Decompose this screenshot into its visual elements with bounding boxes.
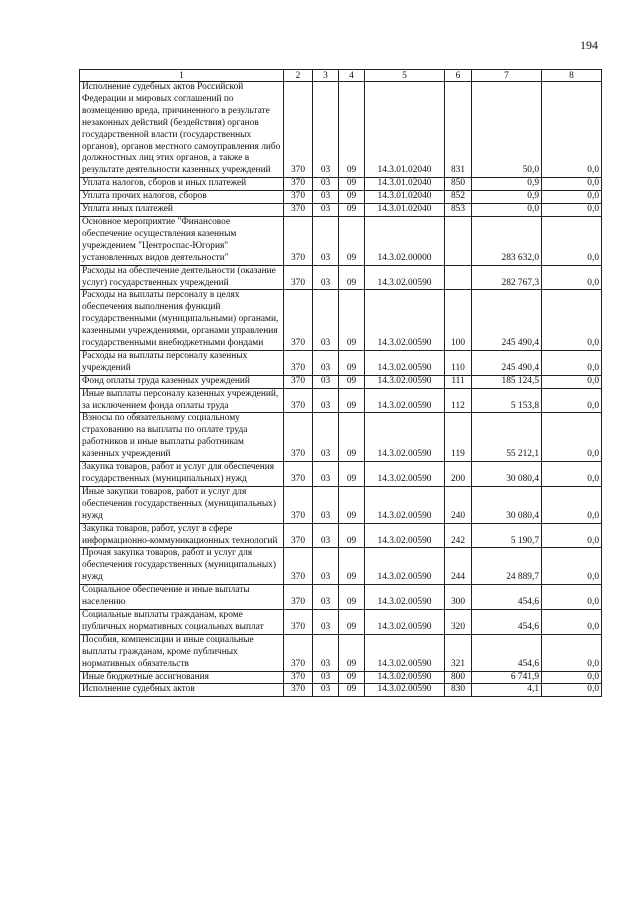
subsection-code-cell: 09 bbox=[339, 462, 365, 487]
amount-cell: 283 632,0 bbox=[472, 216, 542, 265]
row-name-cell: Прочая закупка товаров, работ и услуг для обеспечения государственных (муниципальных) нужд bbox=[80, 548, 284, 585]
amount-cell: 5 190,7 bbox=[472, 523, 542, 548]
expense-type-cell: 119 bbox=[445, 413, 472, 462]
amount-cell: 454,6 bbox=[472, 585, 542, 610]
section-code-cell: 03 bbox=[313, 82, 339, 178]
expense-type-cell: 852 bbox=[445, 191, 472, 204]
expense-type-cell: 850 bbox=[445, 178, 472, 191]
table-row bbox=[80, 585, 602, 610]
target-article-cell: 14.3.02.00590 bbox=[365, 523, 445, 548]
amount-cell: 0,9 bbox=[472, 178, 542, 191]
col8-cell: 0,0 bbox=[542, 413, 602, 462]
col8-cell: 0,0 bbox=[542, 671, 602, 684]
expense-type-cell bbox=[445, 265, 472, 290]
col8-cell: 0,0 bbox=[542, 523, 602, 548]
target-article-cell: 14.3.02.00590 bbox=[365, 671, 445, 684]
amount-cell: 245 490,4 bbox=[472, 350, 542, 375]
col8-cell: 0,0 bbox=[542, 191, 602, 204]
section-code-cell: 03 bbox=[313, 290, 339, 351]
section-code-cell: 03 bbox=[313, 523, 339, 548]
ved-code-cell: 370 bbox=[284, 350, 313, 375]
ved-code-cell: 370 bbox=[284, 290, 313, 351]
table-row bbox=[80, 204, 602, 217]
col8-cell: 0,0 bbox=[542, 388, 602, 413]
target-article-cell: 14.3.02.00000 bbox=[365, 216, 445, 265]
target-article-cell: 14.3.02.00590 bbox=[365, 462, 445, 487]
expense-type-cell: 800 bbox=[445, 671, 472, 684]
section-code-cell: 03 bbox=[313, 413, 339, 462]
section-code-cell: 03 bbox=[313, 548, 339, 585]
col8-cell: 0,0 bbox=[542, 684, 602, 697]
target-article-cell: 14.3.02.00590 bbox=[365, 375, 445, 388]
section-code-cell: 03 bbox=[313, 265, 339, 290]
header-cell: 4 bbox=[339, 70, 365, 82]
subsection-code-cell: 09 bbox=[339, 523, 365, 548]
row-name-cell: Социальные выплаты гражданам, кроме публичных нормативных социальных выплат bbox=[80, 609, 284, 634]
ved-code-cell: 370 bbox=[284, 375, 313, 388]
header-cell: 8 bbox=[542, 70, 602, 82]
table-row bbox=[80, 634, 602, 671]
amount-cell: 24 889,7 bbox=[472, 548, 542, 585]
expense-type-cell bbox=[445, 216, 472, 265]
subsection-code-cell: 09 bbox=[339, 388, 365, 413]
col8-cell: 0,0 bbox=[542, 462, 602, 487]
subsection-code-cell: 09 bbox=[339, 634, 365, 671]
section-code-cell: 03 bbox=[313, 609, 339, 634]
ved-code-cell: 370 bbox=[284, 178, 313, 191]
target-article-cell: 14.3.01.02040 bbox=[365, 204, 445, 217]
expense-type-cell: 831 bbox=[445, 82, 472, 178]
subsection-code-cell: 09 bbox=[339, 191, 365, 204]
header-cell: 7 bbox=[472, 70, 542, 82]
table-row bbox=[80, 671, 602, 684]
ved-code-cell: 370 bbox=[284, 585, 313, 610]
amount-cell: 454,6 bbox=[472, 634, 542, 671]
row-name-cell: Закупка товаров, работ, услуг в сфере информационно-коммуникационных технологий bbox=[80, 523, 284, 548]
table-row bbox=[80, 609, 602, 634]
row-name-cell: Расходы на обеспечение деятельности (оказание услуг) государственных учреждений bbox=[80, 265, 284, 290]
expense-type-cell: 242 bbox=[445, 523, 472, 548]
col8-cell: 0,0 bbox=[542, 609, 602, 634]
ved-code-cell: 370 bbox=[284, 265, 313, 290]
subsection-code-cell: 09 bbox=[339, 265, 365, 290]
col8-cell: 0,0 bbox=[542, 265, 602, 290]
expense-type-cell: 100 bbox=[445, 290, 472, 351]
ved-code-cell: 370 bbox=[284, 609, 313, 634]
table-row bbox=[80, 462, 602, 487]
table-row bbox=[80, 413, 602, 462]
ved-code-cell: 370 bbox=[284, 548, 313, 585]
section-code-cell: 03 bbox=[313, 216, 339, 265]
subsection-code-cell: 09 bbox=[339, 413, 365, 462]
budget-table bbox=[79, 69, 602, 697]
row-name-cell: Исполнение судебных актов bbox=[80, 684, 284, 697]
target-article-cell: 14.3.02.00590 bbox=[365, 634, 445, 671]
ved-code-cell: 370 bbox=[284, 634, 313, 671]
col8-cell: 0,0 bbox=[542, 634, 602, 671]
expense-type-cell: 111 bbox=[445, 375, 472, 388]
ved-code-cell: 370 bbox=[284, 486, 313, 523]
ved-code-cell: 370 bbox=[284, 204, 313, 217]
subsection-code-cell: 09 bbox=[339, 204, 365, 217]
col8-cell: 0,0 bbox=[542, 548, 602, 585]
ved-code-cell: 370 bbox=[284, 413, 313, 462]
target-article-cell: 14.3.02.00590 bbox=[365, 548, 445, 585]
amount-cell: 185 124,5 bbox=[472, 375, 542, 388]
target-article-cell: 14.3.01.02040 bbox=[365, 191, 445, 204]
expense-type-cell: 200 bbox=[445, 462, 472, 487]
ved-code-cell: 370 bbox=[284, 671, 313, 684]
amount-cell: 0,9 bbox=[472, 191, 542, 204]
col8-cell: 0,0 bbox=[542, 178, 602, 191]
section-code-cell: 03 bbox=[313, 350, 339, 375]
col8-cell: 0,0 bbox=[542, 216, 602, 265]
subsection-code-cell: 09 bbox=[339, 671, 365, 684]
section-code-cell: 03 bbox=[313, 684, 339, 697]
header-row bbox=[80, 70, 602, 82]
col8-cell: 0,0 bbox=[542, 290, 602, 351]
section-code-cell: 03 bbox=[313, 191, 339, 204]
row-name-cell: Уплата прочих налогов, сборов bbox=[80, 191, 284, 204]
expense-type-cell: 320 bbox=[445, 609, 472, 634]
col8-cell: 0,0 bbox=[542, 375, 602, 388]
target-article-cell: 14.3.01.02040 bbox=[365, 82, 445, 178]
target-article-cell: 14.3.02.00590 bbox=[365, 350, 445, 375]
table-row bbox=[80, 265, 602, 290]
ved-code-cell: 370 bbox=[284, 523, 313, 548]
expense-type-cell: 321 bbox=[445, 634, 472, 671]
section-code-cell: 03 bbox=[313, 671, 339, 684]
subsection-code-cell: 09 bbox=[339, 290, 365, 351]
expense-type-cell: 110 bbox=[445, 350, 472, 375]
col8-cell: 0,0 bbox=[542, 82, 602, 178]
expense-type-cell: 244 bbox=[445, 548, 472, 585]
section-code-cell: 03 bbox=[313, 462, 339, 487]
subsection-code-cell: 09 bbox=[339, 350, 365, 375]
expense-type-cell: 300 bbox=[445, 585, 472, 610]
section-code-cell: 03 bbox=[313, 375, 339, 388]
table-row bbox=[80, 350, 602, 375]
amount-cell: 282 767,3 bbox=[472, 265, 542, 290]
table-row bbox=[80, 191, 602, 204]
target-article-cell: 14.3.02.00590 bbox=[365, 413, 445, 462]
col8-cell: 0,0 bbox=[542, 204, 602, 217]
target-article-cell: 14.3.02.00590 bbox=[365, 265, 445, 290]
subsection-code-cell: 09 bbox=[339, 684, 365, 697]
expense-type-cell: 853 bbox=[445, 204, 472, 217]
amount-cell: 6 741,9 bbox=[472, 671, 542, 684]
amount-cell: 30 080,4 bbox=[472, 486, 542, 523]
subsection-code-cell: 09 bbox=[339, 548, 365, 585]
row-name-cell: Исполнение судебных актов Российской Федерации и мировых соглашений по возмещению вреда, причиненного в результате незаконных действий (бездействия) органов государственной власти (государственных органов), органов местного самоуправления либо должностных лиц этих органов, а также в результате деятельности казенных учреждений bbox=[80, 82, 284, 178]
amount-cell: 0,0 bbox=[472, 204, 542, 217]
subsection-code-cell: 09 bbox=[339, 82, 365, 178]
subsection-code-cell: 09 bbox=[339, 585, 365, 610]
row-name-cell: Иные закупки товаров, работ и услуг для обеспечения государственных (муниципальных) нужд bbox=[80, 486, 284, 523]
row-name-cell: Расходы на выплаты персоналу казенных учреждений bbox=[80, 350, 284, 375]
ved-code-cell: 370 bbox=[284, 216, 313, 265]
table-row bbox=[80, 486, 602, 523]
subsection-code-cell: 09 bbox=[339, 609, 365, 634]
row-name-cell: Фонд оплаты труда казенных учреждений bbox=[80, 375, 284, 388]
ved-code-cell: 370 bbox=[284, 684, 313, 697]
subsection-code-cell: 09 bbox=[339, 216, 365, 265]
header-cell: 2 bbox=[284, 70, 313, 82]
target-article-cell: 14.3.02.00590 bbox=[365, 609, 445, 634]
row-name-cell: Иные бюджетные ассигнования bbox=[80, 671, 284, 684]
table-row bbox=[80, 684, 602, 697]
section-code-cell: 03 bbox=[313, 486, 339, 523]
section-code-cell: 03 bbox=[313, 634, 339, 671]
table-row bbox=[80, 523, 602, 548]
header-cell: 3 bbox=[313, 70, 339, 82]
section-code-cell: 03 bbox=[313, 204, 339, 217]
table-row bbox=[80, 375, 602, 388]
target-article-cell: 14.3.02.00590 bbox=[365, 684, 445, 697]
expense-type-cell: 240 bbox=[445, 486, 472, 523]
target-article-cell: 14.3.02.00590 bbox=[365, 585, 445, 610]
page-number: 194 bbox=[580, 38, 598, 52]
row-name-cell: Уплата налогов, сборов и иных платежей bbox=[80, 178, 284, 191]
table-row bbox=[80, 216, 602, 265]
col8-cell: 0,0 bbox=[542, 486, 602, 523]
row-name-cell: Основное мероприятие "Финансовое обеспечение осуществления казенным учреждением "Центроспас-Югория" установленных видов деятельности" bbox=[80, 216, 284, 265]
row-name-cell: Иные выплаты персоналу казенных учреждений, за исключением фонда оплаты труда bbox=[80, 388, 284, 413]
header-cell: 1 bbox=[80, 70, 284, 82]
amount-cell: 55 212,1 bbox=[472, 413, 542, 462]
ved-code-cell: 370 bbox=[284, 191, 313, 204]
header-cell: 6 bbox=[445, 70, 472, 82]
amount-cell: 5 153,8 bbox=[472, 388, 542, 413]
table-row bbox=[80, 548, 602, 585]
table-row bbox=[80, 82, 602, 178]
row-name-cell: Взносы по обязательному социальному страхованию на выплаты по оплате труда работников и иные выплаты работникам казенных учреждений bbox=[80, 413, 284, 462]
row-name-cell: Пособия, компенсации и иные социальные выплаты гражданам, кроме публичных нормативных обязательств bbox=[80, 634, 284, 671]
ved-code-cell: 370 bbox=[284, 388, 313, 413]
expense-type-cell: 112 bbox=[445, 388, 472, 413]
amount-cell: 50,0 bbox=[472, 82, 542, 178]
section-code-cell: 03 bbox=[313, 178, 339, 191]
table-row bbox=[80, 178, 602, 191]
amount-cell: 30 080,4 bbox=[472, 462, 542, 487]
row-name-cell: Расходы на выплаты персоналу в целях обеспечения выполнения функций государственными (муниципальными) органами, казенными учреждениями, органами управления государственными внебюджетными фондами bbox=[80, 290, 284, 351]
ved-code-cell: 370 bbox=[284, 462, 313, 487]
subsection-code-cell: 09 bbox=[339, 375, 365, 388]
amount-cell: 245 490,4 bbox=[472, 290, 542, 351]
subsection-code-cell: 09 bbox=[339, 178, 365, 191]
target-article-cell: 14.3.02.00590 bbox=[365, 388, 445, 413]
table-row bbox=[80, 290, 602, 351]
table-body bbox=[80, 82, 602, 697]
target-article-cell: 14.3.01.02040 bbox=[365, 178, 445, 191]
row-name-cell: Социальное обеспечение и иные выплаты населению bbox=[80, 585, 284, 610]
target-article-cell: 14.3.02.00590 bbox=[365, 290, 445, 351]
col8-cell: 0,0 bbox=[542, 350, 602, 375]
expense-type-cell: 830 bbox=[445, 684, 472, 697]
section-code-cell: 03 bbox=[313, 585, 339, 610]
row-name-cell: Уплата иных платежей bbox=[80, 204, 284, 217]
row-name-cell: Закупка товаров, работ и услуг для обеспечения государственных (муниципальных) нужд bbox=[80, 462, 284, 487]
ved-code-cell: 370 bbox=[284, 82, 313, 178]
col8-cell: 0,0 bbox=[542, 585, 602, 610]
amount-cell: 454,6 bbox=[472, 609, 542, 634]
subsection-code-cell: 09 bbox=[339, 486, 365, 523]
header-cell: 5 bbox=[365, 70, 445, 82]
section-code-cell: 03 bbox=[313, 388, 339, 413]
table-row bbox=[80, 388, 602, 413]
target-article-cell: 14.3.02.00590 bbox=[365, 486, 445, 523]
amount-cell: 4,1 bbox=[472, 684, 542, 697]
